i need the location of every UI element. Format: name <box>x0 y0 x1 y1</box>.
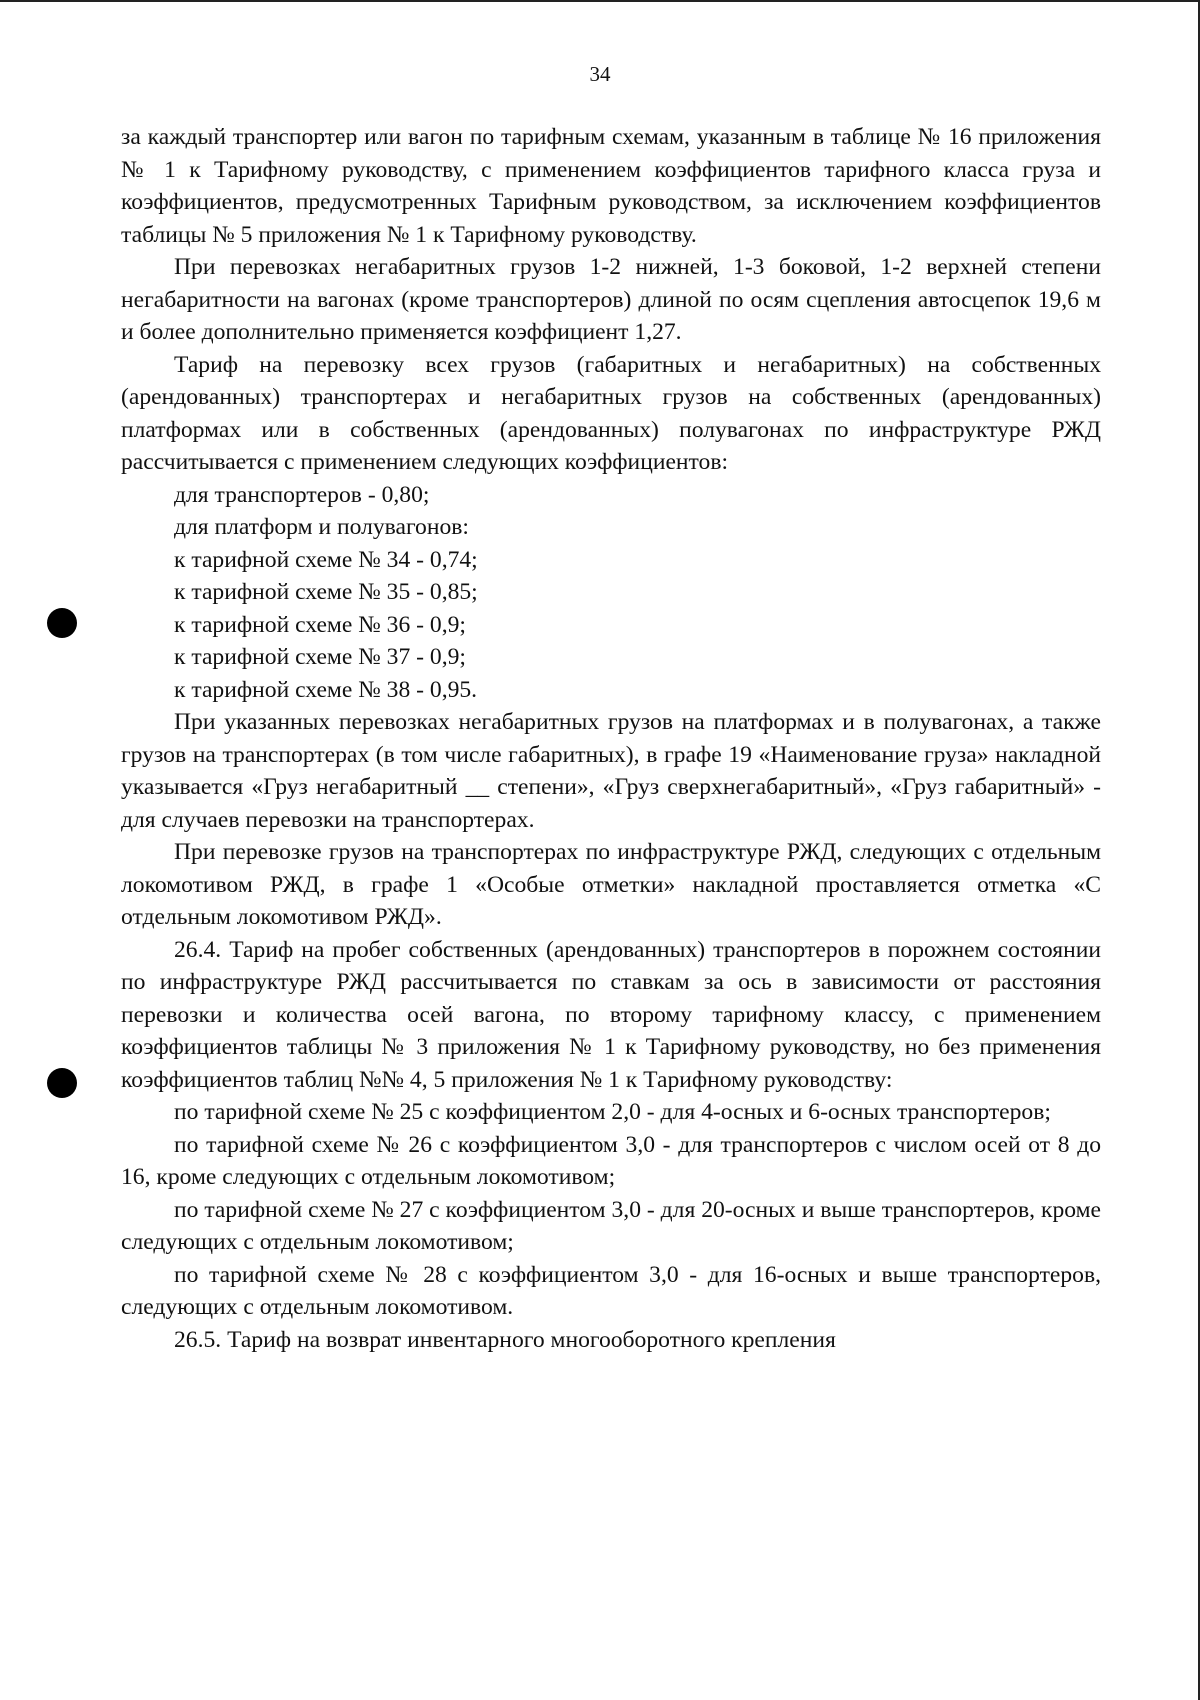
paragraph-oversize-coefficient: При перевозках негабаритных грузов 1-2 нижней, 1-3 боковой, 1-2 верхней степени негабаритности на вагонах (кроме транспортеров) длиной по осям сцепления автосцепок 19,6 м и более дополнительно применяется коэффициент 1,27. <box>121 254 1101 345</box>
paragraph-scheme-28: по тарифной схеме № 28 с коэффициентом 3,0 - для 16-осных и выше транспортеров, следующих с отдельным локомотивом. <box>121 1261 1101 1320</box>
paragraph-separate-locomotive: При перевозке грузов на транспортерах по инфраструктуре РЖД, следующих с отдельным локомотивом РЖД, в графе 1 «Особые отметки» накладной проставляется отметка «С отдельным локомотивом РЖД». <box>121 839 1101 930</box>
punch-hole-mark <box>47 608 77 638</box>
punch-hole-mark <box>47 1068 77 1098</box>
document-body <box>121 121 1101 1356</box>
list-item-scheme-38: к тарифной схеме № 38 - 0,95. <box>174 676 478 703</box>
paragraph-section-26-5: 26.5. Тариф на возврат инвентарного многооборотного крепления <box>174 1326 836 1353</box>
list-item-scheme-35: к тарифной схеме № 35 - 0,85; <box>174 579 478 605</box>
list-item-scheme-34: к тарифной схеме № 34 - 0,74; <box>174 546 478 573</box>
paragraph-scheme-25: по тарифной схеме № 25 с коэффициентом 2,0 - для 4-осных и 6-осных транспортеров; <box>174 1099 1051 1125</box>
list-item-platforms-header: для платформ и полувагонов: <box>174 514 469 540</box>
paragraph-scheme-26: по тарифной схеме № 26 с коэффициентом 3,0 - для транспортеров с числом осей от 8 до 16, кроме следующих с отдельным локомотивом; <box>121 1131 1101 1190</box>
paragraph-continuation: за каждый транспортер или вагон по тарифным схемам, указанным в таблице № 16 приложения № 1 к Тарифному руководству, с применением коэффициентов тарифного класса груза и коэффициентов, предусмотренных Тарифным руководством, за исключением коэффициентов таблицы № 5 приложения № 1 к Тарифному руководству. <box>121 124 1101 248</box>
list-item-scheme-37: к тарифной схеме № 37 - 0,9; <box>174 644 466 670</box>
list-item-transporters: для транспортеров - 0,80; <box>174 481 430 508</box>
paragraph-scheme-27: по тарифной схеме № 27 с коэффициентом 3,0 - для 20-осных и выше транспортеров, кроме следующих с отдельным локомотивом; <box>121 1196 1101 1255</box>
list-item-scheme-36: к тарифной схеме № 36 - 0,9; <box>174 611 466 638</box>
paragraph-section-26-4: 26.4. Тариф на пробег собственных (арендованных) транспортеров в порожнем состоянии по инфраструктуре РЖД рассчитывается по ставкам за ось в зависимости от расстояния перевозки и количества осей вагона, по второму тарифному классу, с применением коэффициентов таблицы № 3 приложения № 1 к Тарифному руководству, но без применения коэффициентов таблиц №№ 4, 5 приложения № 1 к Тарифному руководству: <box>121 936 1101 1093</box>
paragraph-tariff-owned-transporters: Тариф на перевозку всех грузов (габаритных и негабаритных) на собственных (арендованных) транспортерах и негабаритных грузов на собственных (арендованных) платформах или в собственных (арендованных) полувагонах по инфраструктуре РЖД рассчитывается с применением следующих коэффициентов: <box>121 351 1101 475</box>
page-number: 34 <box>589 62 611 86</box>
paragraph-waybill-cargo-name: При указанных перевозках негабаритных грузов на платформах и в полувагонах, а также грузов на транспортерах (в том числе габаритных), в графе 19 «Наименование груза» накладной указывается «Груз негабаритный __ степени», «Груз сверхнегабаритный», «Груз габаритный» - для случаев перевозки на транспортерах. <box>121 709 1101 833</box>
